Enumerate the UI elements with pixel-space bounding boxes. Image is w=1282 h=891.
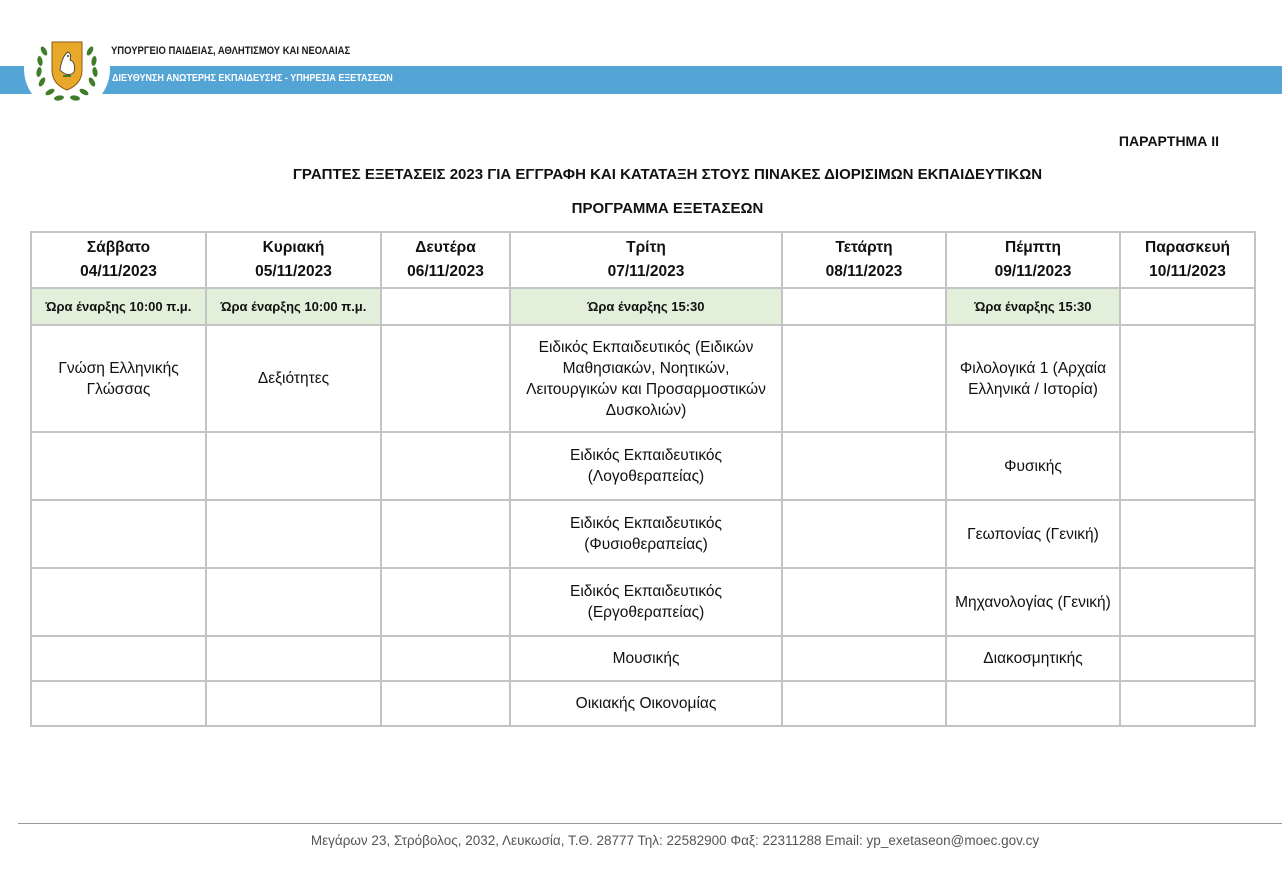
start-time-cell: Ώρα έναρξης 10:00 π.μ.: [31, 288, 206, 325]
exam-cell: [1120, 325, 1255, 432]
exam-cell: [381, 325, 510, 432]
day-header: Δευτέρα 06/11/2023: [381, 232, 510, 288]
start-time-cell: [782, 288, 946, 325]
annex-label: ΠΑΡΑΡΤΗΜΑ ΙΙ: [1118, 133, 1219, 149]
exam-cell: [31, 500, 206, 568]
exam-cell: Γεωπονίας (Γενική): [946, 500, 1120, 568]
table-row: [31, 681, 1255, 726]
exam-cell: [31, 432, 206, 500]
day-header: Πέμπτη 09/11/2023: [946, 232, 1120, 288]
exam-cell: [782, 636, 946, 681]
exam-cell: [31, 681, 206, 726]
start-time-cell: Ώρα έναρξης 10:00 π.μ.: [206, 288, 381, 325]
ministry-name: ΥΠΟΥΡΓΕΙΟ ΠΑΙΔΕΙΑΣ, ΑΘΛΗΤΙΣΜΟΥ ΚΑΙ ΝΕΟΛΑΙΑΣ: [111, 45, 351, 57]
exam-cell: [381, 681, 510, 726]
exam-cell: [1120, 568, 1255, 636]
exam-cell: [1120, 681, 1255, 726]
exam-cell: [31, 636, 206, 681]
document-subtitle: ΠΡΟΓΡΑΜΜΑ ΕΞΕΤΑΣΕΩΝ: [571, 200, 764, 217]
day-header: Σάββατο 04/11/2023: [31, 232, 206, 288]
exam-cell: Φιλολογικά 1 (Αρχαία Ελληνικά / Ιστορία): [946, 325, 1120, 432]
exam-cell: Οικιακής Οικονομίας: [510, 681, 782, 726]
exam-cell: [206, 681, 381, 726]
footer-contact: Μεγάρων 23, Στρόβολος, 2032, Λευκωσία, Τ.Θ. 28777 Τηλ: 22582900 Φαξ: 22311288 Email: yp_exetaseon@moec.gov.cy: [310, 833, 1040, 848]
exam-cell: Ειδικός Εκπαιδευτικός (Φυσιοθεραπείας): [510, 500, 782, 568]
exam-cell: Διακοσμητικής: [946, 636, 1120, 681]
exam-cell: Ειδικός Εκπαιδευτικός (Λογοθεραπείας): [510, 432, 782, 500]
exam-cell: Ειδικός Εκπαιδευτικός (Ειδικών Μαθησιακών, Νοητικών, Λειτουργικών και Προσαρμοστικών Δυσκολιών): [510, 325, 782, 432]
start-time-cell: Ώρα έναρξης 15:30: [946, 288, 1120, 325]
table-row: [31, 500, 1255, 568]
exam-cell: [31, 568, 206, 636]
table-header-row: [31, 232, 1255, 288]
exam-cell: [206, 636, 381, 681]
exam-cell: Γνώση Ελληνικής Γλώσσας: [31, 325, 206, 432]
exam-cell: [782, 325, 946, 432]
exam-cell: [782, 500, 946, 568]
exam-cell: [782, 568, 946, 636]
start-time-cell: [381, 288, 510, 325]
day-header: Παρασκευή 10/11/2023: [1120, 232, 1255, 288]
exam-cell: [206, 568, 381, 636]
table-row: [31, 325, 1255, 432]
exam-cell: [782, 681, 946, 726]
table-row: [31, 432, 1255, 500]
exam-cell: [206, 500, 381, 568]
exam-cell: [381, 500, 510, 568]
exam-cell: [782, 432, 946, 500]
exam-cell: Δεξιότητες: [206, 325, 381, 432]
document-header: [0, 0, 1282, 110]
start-time-cell: Ώρα έναρξης 15:30: [510, 288, 782, 325]
department-name: ΔΙΕΥΘΥΝΣΗ ΑΝΩΤΕΡΗΣ ΕΚΠΑΙΔΕΥΣΗΣ - ΥΠΗΡΕΣΙΑ ΕΞΕΤΑΣΕΩΝ: [112, 72, 393, 84]
exam-cell: [946, 681, 1120, 726]
exam-cell: [381, 568, 510, 636]
day-header: Τρίτη 07/11/2023: [510, 232, 782, 288]
exam-cell: [206, 432, 381, 500]
day-header: Τετάρτη 08/11/2023: [782, 232, 946, 288]
exam-cell: [1120, 500, 1255, 568]
table-row: [31, 636, 1255, 681]
exam-cell: Φυσικής: [946, 432, 1120, 500]
document-title: ΓΡΑΠΤΕΣ ΕΞΕΤΑΣΕΙΣ 2023 ΓΙΑ ΕΓΓΡΑΦΗ ΚΑΙ ΚΑΤΑΤΑΞΗ ΣΤΟΥΣ ΠΙΝΑΚΕΣ ΔΙΟΡΙΣΙΜΩΝ ΕΚΠΑΙΔΕΥΤΙΚΩΝ: [292, 166, 1043, 183]
exam-cell: [381, 432, 510, 500]
day-header: Κυριακή 05/11/2023: [206, 232, 381, 288]
footer-divider: [18, 823, 1282, 824]
cyprus-coat-of-arms-icon: [32, 32, 102, 104]
exam-cell: [381, 636, 510, 681]
exam-cell: Ειδικός Εκπαιδευτικός (Εργοθεραπείας): [510, 568, 782, 636]
table-row: [31, 568, 1255, 636]
start-time-row: [31, 288, 1255, 325]
exam-cell: [1120, 636, 1255, 681]
exam-cell: Μηχανολογίας (Γενική): [946, 568, 1120, 636]
exam-cell: Μουσικής: [510, 636, 782, 681]
logo: [24, 26, 110, 112]
start-time-cell: [1120, 288, 1255, 325]
exam-schedule-table: [30, 231, 1256, 727]
exam-cell: [1120, 432, 1255, 500]
